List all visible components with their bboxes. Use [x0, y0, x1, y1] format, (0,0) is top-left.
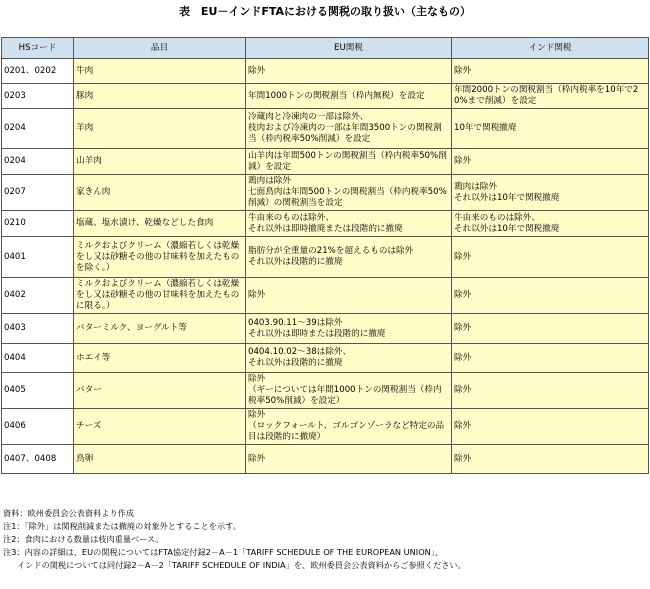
hs-code-cell: 0407、0408 [2, 445, 74, 474]
table-row [2, 84, 649, 109]
hs-code-cell: 0404 [2, 344, 74, 373]
item-cell: 羊肉 [74, 109, 246, 149]
india-tariff-cell: 除外 [452, 344, 649, 373]
eu-tariff-cell: 山羊肉は年間500トンの関税割当（枠内税率50%削減）を設定 [246, 149, 452, 175]
hs-code-cell: 0402 [2, 278, 74, 314]
table-row [2, 445, 649, 474]
header-hs-code: HSコード [2, 38, 74, 59]
india-tariff-cell: 除外 [452, 445, 649, 474]
eu-tariff-cell: 除外 [246, 445, 452, 474]
note-3: 注3：内容の詳細は、EUの関税についてはFTA協定付録2－A－1「TARIFF SCHEDULE OF THE EUROPEAN UNION」、 [3, 547, 444, 557]
table-row [2, 278, 649, 314]
item-cell: バターミルク、ヨーグルト等 [74, 314, 246, 344]
table-row [2, 237, 649, 278]
eu-tariff-cell: 除外 （ギーについては年間1000トンの関税割当（枠内税率50%削減）を設定） [246, 373, 452, 409]
notes-section [3, 507, 648, 572]
hs-code-cell: 0203 [2, 84, 74, 109]
item-cell: 豚肉 [74, 84, 246, 109]
hs-code-cell: 0403 [2, 314, 74, 344]
eu-tariff-cell: 年間1000トンの関税割当（枠内無税）を設定 [246, 84, 452, 109]
item-cell: 家きん肉 [74, 175, 246, 211]
table-row [2, 149, 649, 175]
note-source: 資料：欧州委員会公表資料より作成 [3, 508, 135, 518]
tariff-table [1, 37, 649, 474]
eu-tariff-cell: 除外 [246, 278, 452, 314]
hs-code-cell: 0401 [2, 237, 74, 278]
header-india-tariff: インド関税 [452, 38, 649, 59]
eu-tariff-cell: 除外 （ロックフォールト、ゴルゴンゾーラなど特定の品目は段階的に撤廃） [246, 409, 452, 445]
table-row [2, 59, 649, 84]
eu-tariff-cell: 除外 [246, 59, 452, 84]
india-tariff-cell: 牛由来のものは除外、 それ以外は10年で関税撤廃 [452, 211, 649, 237]
item-cell: 山羊肉 [74, 149, 246, 175]
table-row [2, 344, 649, 373]
table-row [2, 373, 649, 409]
india-tariff-cell: 年間2000トンの関税割当（枠内税率を10年で20%まで削減）を設定 [452, 84, 649, 109]
hs-code-cell: 0207 [2, 175, 74, 211]
table-row [2, 409, 649, 445]
item-cell: 塩蔵、塩水漬け、乾燥などした食肉 [74, 211, 246, 237]
india-tariff-cell: 除外 [452, 373, 649, 409]
item-cell: ホエイ等 [74, 344, 246, 373]
india-tariff-cell: 10年で関税撤廃 [452, 109, 649, 149]
hs-code-cell: 0405 [2, 373, 74, 409]
hs-code-cell: 0204 [2, 109, 74, 149]
eu-tariff-cell: 鶏肉は除外 七面鳥肉は年間500トンの関税割当（枠内税率50%削減）の関税割当を設定 [246, 175, 452, 211]
item-cell: チーズ [74, 409, 246, 445]
hs-code-cell: 0210 [2, 211, 74, 237]
hs-code-cell: 0204 [2, 149, 74, 175]
india-tariff-cell: 除外 [452, 409, 649, 445]
india-tariff-cell: 除外 [452, 278, 649, 314]
eu-tariff-cell: 冷蔵肉と冷凍肉の一部は除外、 枝肉および冷凍肉の一部は年間3500トンの関税割当（枠内税率50%削減）を設定 [246, 109, 452, 149]
india-tariff-cell: 除外 [452, 59, 649, 84]
table-row [2, 211, 649, 237]
item-cell: ミルクおよびクリーム（濃縮若しくは乾燥をし又は砂糖その他の甘味料を加えたものを除く。） [74, 237, 246, 278]
india-tariff-cell: 除外 [452, 149, 649, 175]
note-2: 注2：食肉における数量は枝肉重量ベース。 [3, 534, 164, 544]
eu-tariff-cell: 0404.10.02～38は除外、 それ以外は段階的に撤廃 [246, 344, 452, 373]
india-tariff-cell: 除外 [452, 237, 649, 278]
eu-tariff-cell: 脂肪分が全重量の21%を超えるものは除外 それ以外は段階的に撤廃 [246, 237, 452, 278]
item-cell: ミルクおよびクリーム（濃縮若しくは乾燥をし又は砂糖その他の甘味料を加えたものに限る。） [74, 278, 246, 314]
table-row [2, 175, 649, 211]
item-cell: バター [74, 373, 246, 409]
page-title: 表 EU－インドFTAにおける関税の取り扱い（主なもの） [178, 5, 472, 18]
hs-code-cell: 0201、0202 [2, 59, 74, 84]
table-row [2, 314, 649, 344]
item-cell: 牛肉 [74, 59, 246, 84]
header-item: 品目 [74, 38, 246, 59]
header-eu-tariff: EU関税 [246, 38, 452, 59]
eu-tariff-cell: 牛由来のものは除外、 それ以外は即時撤廃または段階的に撤廃 [246, 211, 452, 237]
item-cell: 鳥卵 [74, 445, 246, 474]
table-row [2, 109, 649, 149]
india-tariff-cell: 除外 [452, 314, 649, 344]
hs-code-cell: 0406 [2, 409, 74, 445]
table-header-row [2, 38, 649, 59]
note-1: 注1：「除外」は関税削減または撤廃の対象外とすることを示す。 [3, 521, 241, 531]
eu-tariff-cell: 0403.90.11～39は除外 それ以外は即時または段階的に撤廃 [246, 314, 452, 344]
india-tariff-cell: 鶏肉は除外 それ以外は10年で関税撤廃 [452, 175, 649, 211]
note-3-continued: インドの関税については同付録2－A－2「TARIFF SCHEDULE OF INDIA」を、欧州委員会公表資料からご参照ください。 [17, 560, 466, 570]
